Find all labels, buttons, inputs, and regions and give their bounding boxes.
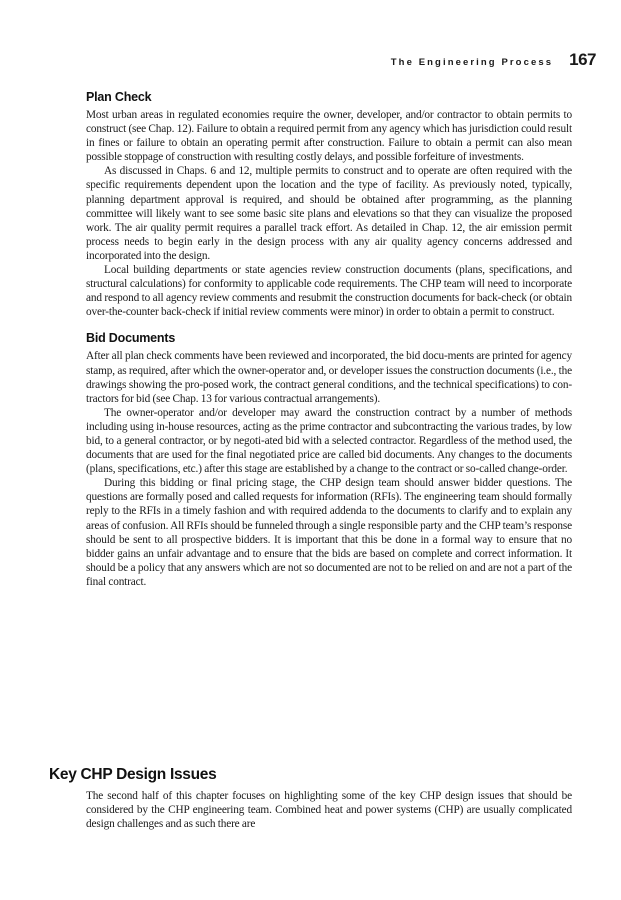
main-content (86, 90, 572, 589)
plan-check-paragraph-3: Local building departments or state agencies review construction documents (plans, specifications, and structural calculations) for conformity to applicable code requirements. The CHP team will need to incorporate and respond to all agency review comments and resubmit the construction documents for back-check (or obtain over-the-counter back-check if initial review comments were minor) in order to obtain a permit to construct. (86, 264, 572, 319)
bid-documents-paragraph-2: The owner-operator and/or developer may award the construction contract by a number of methods including using in-house resources, acting as the prime contractor and subcontracting the various trades, by low bid, to a general contractor, or by negoti-ated bid with a selected contractor. Regardless of the method used, the documents that are used for the final negotiated price are called bid documents. Any changes to the documents (plans, specifications, etc.) after this stage are established by a change to the contract or so-called change-order. (86, 406, 572, 476)
running-head (391, 50, 596, 70)
plan-check-paragraph-1: Most urban areas in regulated economies require the owner, developer, and/or contractor to obtain permits to construct (see Chap. 12). Failure to obtain a required permit from any agency which has jurisdiction could result in fines or failure to obtain an operating permit after construction. Failure to obtain a permit can also mean possible stoppage of construction with resulting costly delays, and possible forfeiture of investments. (86, 109, 572, 164)
plan-check-paragraph-2: As discussed in Chaps. 6 and 12, multiple permits to construct and to operate are often required with the specific requirements dependent upon the location and the type of facility. As previously noted, typically, planning department approval is required, and should be obtained after programming, as the planning committee will likely want to see some basic site plans and elevations so that they can visualize the proposed work. The air quality permit requires a parallel track effort. As detailed in Chap. 12, the air emission permit process needs to begin early in the design process with any air quality agency concerns addressed and incorporated into the design. (86, 165, 572, 262)
bid-documents-paragraph-1: After all plan check comments have been reviewed and incorporated, the bid docu-ments are printed for agency stamp, as required, after which the owner-operator and, or developer issues the construction documents (i.e., the drawings showing the pro-posed work, the contract general conditions, and the technical specifications) to con-tractors for bid (see Chap. 13 for various contractual arrangements). (86, 350, 572, 405)
key-chp-body (86, 789, 572, 831)
key-chp-paragraph-1: The second half of this chapter focuses on highlighting some of the key CHP design issues that should be considered by the CHP engineering team. Combined heat and power systems (CHP) are usually complicated design challenges and as such there are (86, 790, 572, 831)
running-head-title: The Engineering Process (390, 57, 554, 68)
key-chp-heading: Key CHP Design Issues (49, 766, 217, 783)
bid-documents-heading: Bid Documents (86, 331, 176, 346)
plan-check-heading: Plan Check (86, 90, 152, 104)
bid-documents-paragraph-3: During this bidding or final pricing stage, the CHP design team should answer bidder questions. The questions are formally posed and called requests for information (RFIs). The engineering team should formally reply to the RFIs in a timely fashion and with required addenda to the documents to clarify and to explain any areas of confusion. All RFIs should be funneled through a single responsible party and the CHP team’s response should be sent to all prospective bidders. It is important that this be done in a formal way to ensure that no bidder gains an unfair advantage and to ensure that the bids are based on complete and correct information. It should be a policy that any answers which are not so documented are not to be relied on and are not a part of the final contract. (86, 477, 572, 588)
section-gap (86, 319, 572, 331)
page-number: 167 (569, 50, 596, 69)
